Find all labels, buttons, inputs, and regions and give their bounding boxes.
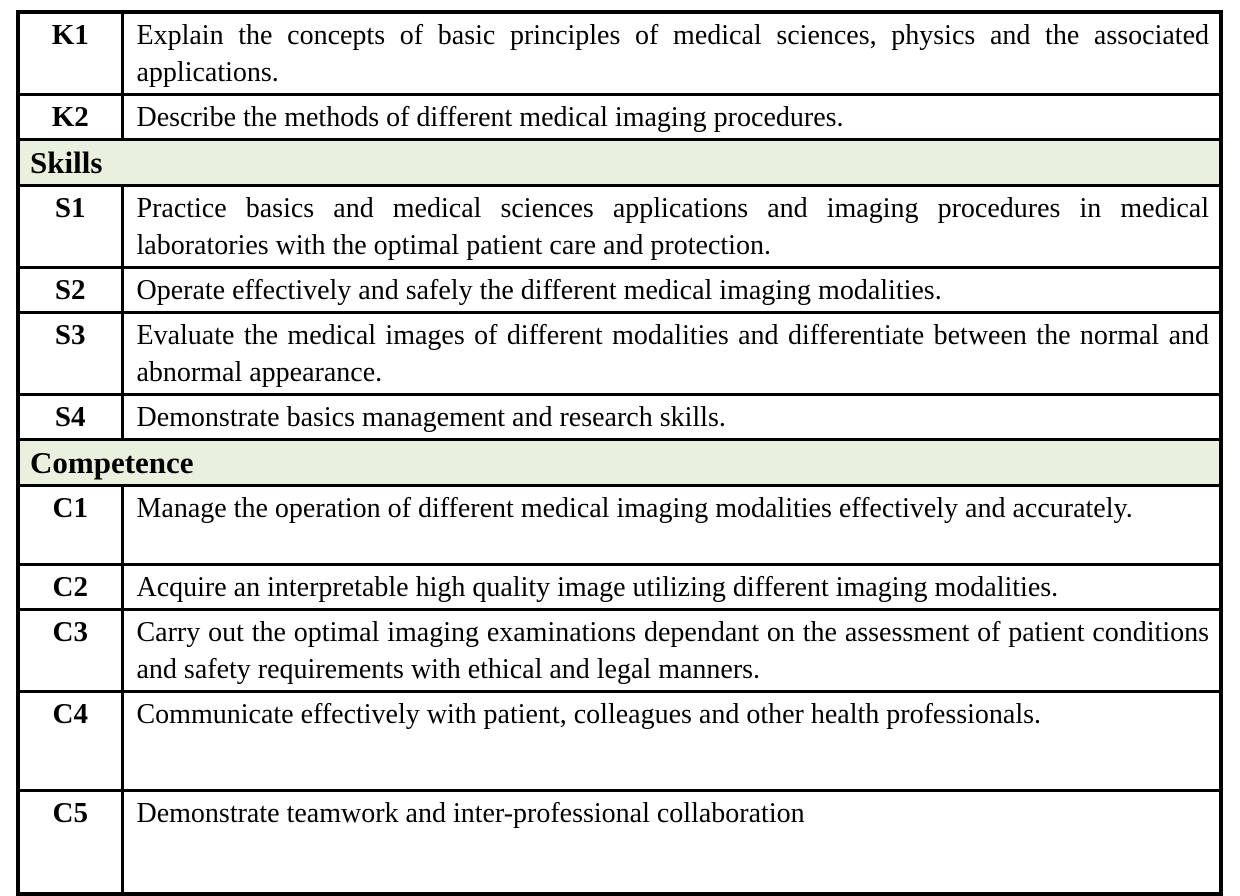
table-row	[18, 610, 1221, 692]
table-row	[18, 791, 1221, 894]
table-row	[18, 486, 1221, 565]
outcome-code-cell: S1	[18, 186, 122, 268]
outcome-code-cell: S2	[18, 268, 122, 313]
section-header-row	[18, 440, 1221, 486]
table-row	[18, 395, 1221, 440]
outcome-code-cell: C4	[18, 692, 122, 791]
outcome-code-cell: C3	[18, 610, 122, 692]
outcome-text-cell: Demonstrate basics management and research skills.	[122, 395, 1221, 440]
outcome-text-cell: Manage the operation of different medical imaging modalities effectively and accurately.	[122, 486, 1221, 565]
outcome-code-cell: S4	[18, 395, 122, 440]
outcome-code-cell: S3	[18, 313, 122, 395]
outcome-text-cell: Demonstrate teamwork and inter-professional collaboration	[122, 791, 1221, 894]
table-row	[18, 186, 1221, 268]
table-row	[18, 12, 1221, 95]
outcome-text-cell: Acquire an interpretable high quality image utilizing different imaging modalities.	[122, 565, 1221, 610]
section-header-cell: Skills	[18, 140, 1221, 186]
outcome-text-cell: Communicate effectively with patient, colleagues and other health professionals.	[122, 692, 1221, 791]
table-row	[18, 95, 1221, 140]
table-row	[18, 268, 1221, 313]
outcome-text-cell: Explain the concepts of basic principles of medical sciences, physics and the associated applications.	[122, 12, 1221, 95]
outcomes-table	[16, 10, 1223, 896]
outcome-code-cell: C2	[18, 565, 122, 610]
outcome-code-cell: K1	[18, 12, 122, 95]
section-header-row	[18, 140, 1221, 186]
outcome-text-cell: Evaluate the medical images of different modalities and differentiate between the normal and abnormal appearance.	[122, 313, 1221, 395]
outcome-text-cell: Practice basics and medical sciences applications and imaging procedures in medical laboratories with the optimal patient care and protection.	[122, 186, 1221, 268]
table-row	[18, 692, 1221, 791]
outcome-text-cell: Carry out the optimal imaging examinations dependant on the assessment of patient conditions and safety requirements with ethical and legal manners.	[122, 610, 1221, 692]
section-header-cell: Competence	[18, 440, 1221, 486]
outcome-code-cell: C1	[18, 486, 122, 565]
table-row	[18, 313, 1221, 395]
table-row	[18, 565, 1221, 610]
outcome-text-cell: Describe the methods of different medical imaging procedures.	[122, 95, 1221, 140]
outcome-text-cell: Operate effectively and safely the different medical imaging modalities.	[122, 268, 1221, 313]
outcome-code-cell: K2	[18, 95, 122, 140]
outcome-code-cell: C5	[18, 791, 122, 894]
